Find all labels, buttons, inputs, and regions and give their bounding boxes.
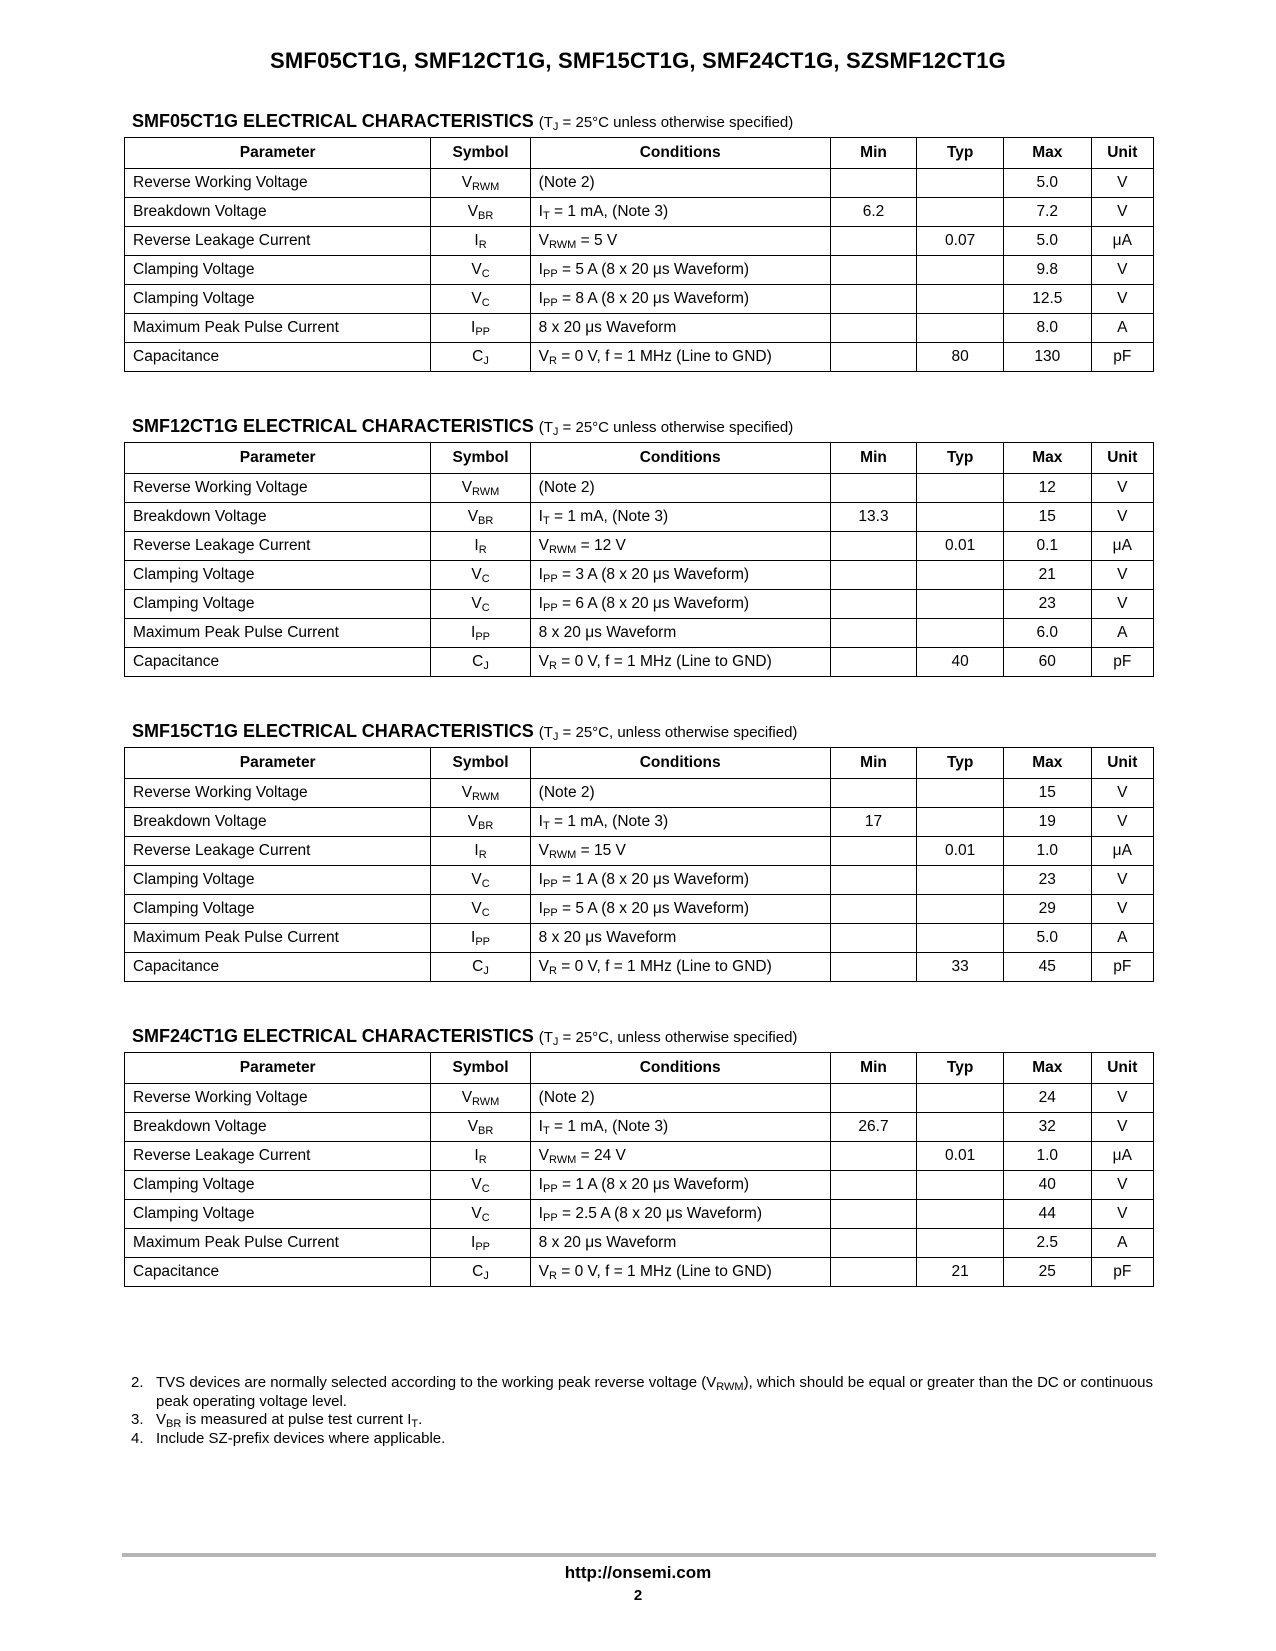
cell-typ — [917, 503, 1004, 532]
characteristics-table — [124, 137, 1154, 372]
cell-min — [830, 866, 917, 895]
cell-max: 21 — [1003, 561, 1091, 590]
cell-unit: pF — [1091, 343, 1153, 372]
cell-max: 5.0 — [1003, 924, 1091, 953]
cell-typ: 33 — [917, 953, 1004, 982]
cell-min: 26.7 — [830, 1113, 917, 1142]
cell-min — [830, 474, 917, 503]
cell-max: 23 — [1003, 590, 1091, 619]
cell-typ — [917, 1171, 1004, 1200]
cell-symbol: $I_{PP}$ — [431, 314, 530, 343]
cell-unit: μA — [1091, 532, 1153, 561]
cell-parameter: Maximum Peak Pulse Current — [125, 1229, 431, 1258]
column-header: Max — [1003, 443, 1091, 474]
table-header-row — [125, 138, 1154, 169]
cell-parameter: Reverse Leakage Current — [125, 1142, 431, 1171]
column-header: Max — [1003, 138, 1091, 169]
cell-conditions: $I_{PP} = 1$ A (8 x 20 μs Waveform) — [530, 866, 830, 895]
section-smf15 — [124, 718, 1154, 982]
cell-symbol: $V_{RWM}$ — [431, 779, 530, 808]
table-row — [125, 895, 1154, 924]
cell-typ: 0.07 — [917, 227, 1004, 256]
cell-min — [830, 532, 917, 561]
cell-symbol: $V_{RWM}$ — [431, 1084, 530, 1113]
cell-typ — [917, 895, 1004, 924]
cell-min — [830, 619, 917, 648]
cell-conditions: (Note 2) — [530, 169, 830, 198]
table-row — [125, 1171, 1154, 1200]
table-row — [125, 866, 1154, 895]
column-header: Max — [1003, 748, 1091, 779]
cell-unit: μA — [1091, 227, 1153, 256]
cell-parameter: Capacitance — [125, 343, 431, 372]
table-row — [125, 1258, 1154, 1287]
table-row — [125, 561, 1154, 590]
table-row — [125, 198, 1154, 227]
cell-min: 17 — [830, 808, 917, 837]
column-header: Unit — [1091, 748, 1153, 779]
cell-min — [830, 837, 917, 866]
cell-unit: V — [1091, 503, 1153, 532]
cell-typ — [917, 779, 1004, 808]
section-smf24 — [124, 1023, 1154, 1287]
cell-max: 6.0 — [1003, 619, 1091, 648]
cell-conditions: (Note 2) — [530, 474, 830, 503]
cell-typ: 0.01 — [917, 532, 1004, 561]
cell-min — [830, 1142, 917, 1171]
cell-min — [830, 924, 917, 953]
column-header: Typ — [917, 138, 1004, 169]
cell-parameter: Reverse Working Voltage — [125, 474, 431, 503]
cell-max: 23 — [1003, 866, 1091, 895]
cell-max: 9.8 — [1003, 256, 1091, 285]
cell-conditions: $V_{RWM} = 24$ V — [530, 1142, 830, 1171]
cell-symbol: $C_J$ — [431, 1258, 530, 1287]
table-row — [125, 1229, 1154, 1258]
cell-parameter: Capacitance — [125, 1258, 431, 1287]
cell-symbol: $V_C$ — [431, 1200, 530, 1229]
column-header: Conditions — [530, 1053, 830, 1084]
cell-min — [830, 1258, 917, 1287]
cell-max: 24 — [1003, 1084, 1091, 1113]
cell-conditions: 8 x 20 μs Waveform — [530, 619, 830, 648]
footer-link[interactable]: http://onsemi.com — [564, 1563, 712, 1582]
table-row — [125, 256, 1154, 285]
cell-conditions: $I_{PP} = 1$ A (8 x 20 μs Waveform) — [530, 1171, 830, 1200]
cell-max: 2.5 — [1003, 1229, 1091, 1258]
cell-parameter: Breakdown Voltage — [125, 1113, 431, 1142]
column-header: Typ — [917, 748, 1004, 779]
cell-parameter: Breakdown Voltage — [125, 198, 431, 227]
cell-typ — [917, 169, 1004, 198]
cell-conditions: $I_{PP} = 5$ A (8 x 20 μs Waveform) — [530, 256, 830, 285]
cell-max: 7.2 — [1003, 198, 1091, 227]
cell-typ — [917, 808, 1004, 837]
cell-symbol: $V_C$ — [431, 590, 530, 619]
column-header: Min — [830, 748, 917, 779]
cell-symbol: $I_{PP}$ — [431, 1229, 530, 1258]
column-header: Typ — [917, 443, 1004, 474]
cell-parameter: Clamping Voltage — [125, 561, 431, 590]
cell-symbol: $V_{RWM}$ — [431, 474, 530, 503]
cell-typ: 0.01 — [917, 837, 1004, 866]
cell-conditions: $I_{PP} = 8$ A (8 x 20 μs Waveform) — [530, 285, 830, 314]
column-header: Typ — [917, 1053, 1004, 1084]
cell-unit: A — [1091, 314, 1153, 343]
characteristics-table — [124, 1052, 1154, 1287]
cell-conditions: 8 x 20 μs Waveform — [530, 924, 830, 953]
cell-conditions: $I_T = 1$ mA, (Note 3) — [530, 198, 830, 227]
table-row — [125, 285, 1154, 314]
cell-unit: V — [1091, 169, 1153, 198]
cell-min: 6.2 — [830, 198, 917, 227]
cell-unit: V — [1091, 590, 1153, 619]
cell-unit: V — [1091, 561, 1153, 590]
table-header-row — [125, 1053, 1154, 1084]
cell-conditions: $I_T = 1$ mA, (Note 3) — [530, 503, 830, 532]
cell-symbol: $C_J$ — [431, 953, 530, 982]
cell-conditions: $I_T = 1$ mA, (Note 3) — [530, 1113, 830, 1142]
characteristics-table — [124, 442, 1154, 677]
cell-max: 40 — [1003, 1171, 1091, 1200]
cell-max: 45 — [1003, 953, 1091, 982]
cell-unit: V — [1091, 285, 1153, 314]
column-header: Conditions — [530, 443, 830, 474]
table-row — [125, 808, 1154, 837]
cell-unit: A — [1091, 1229, 1153, 1258]
cell-min — [830, 953, 917, 982]
column-header: Symbol — [431, 443, 530, 474]
cell-parameter: Maximum Peak Pulse Current — [125, 619, 431, 648]
cell-min — [830, 169, 917, 198]
cell-max: 32 — [1003, 1113, 1091, 1142]
cell-parameter: Clamping Voltage — [125, 1200, 431, 1229]
table-row — [125, 227, 1154, 256]
cell-max: 15 — [1003, 503, 1091, 532]
cell-symbol: $I_{PP}$ — [431, 619, 530, 648]
cell-typ — [917, 474, 1004, 503]
cell-parameter: Maximum Peak Pulse Current — [125, 314, 431, 343]
cell-max: 130 — [1003, 343, 1091, 372]
table-row — [125, 619, 1154, 648]
table-row — [125, 953, 1154, 982]
cell-symbol: $V_C$ — [431, 1171, 530, 1200]
cell-min — [830, 285, 917, 314]
cell-max: 60 — [1003, 648, 1091, 677]
cell-max: 12 — [1003, 474, 1091, 503]
note-3: 3. $V_{BR}$ is measured at pulse test current $I_T$. — [131, 1411, 423, 1430]
cell-symbol: $I_R$ — [431, 227, 530, 256]
note-2: 2. TVS devices are normally selected according to the working peak reverse voltage $(V_{RWM})$, which should be equal or greater than the DC or continuous peak operating voltage level. — [131, 1374, 1153, 1410]
cell-max: 1.0 — [1003, 1142, 1091, 1171]
cell-typ — [917, 1200, 1004, 1229]
cell-unit: V — [1091, 895, 1153, 924]
cell-parameter: Reverse Leakage Current — [125, 532, 431, 561]
cell-min — [830, 1084, 917, 1113]
table-row — [125, 590, 1154, 619]
table-row — [125, 343, 1154, 372]
column-header: Conditions — [530, 138, 830, 169]
cell-typ: 21 — [917, 1258, 1004, 1287]
cell-unit: pF — [1091, 1258, 1153, 1287]
section-title: SMF12CT1G ELECTRICAL CHARACTERISTICS ($T_J = 25^\circ C$ unless otherwise specified) — [132, 416, 794, 438]
cell-unit: A — [1091, 619, 1153, 648]
cell-parameter: Clamping Voltage — [125, 256, 431, 285]
cell-max: 19 — [1003, 808, 1091, 837]
table-row — [125, 924, 1154, 953]
column-header: Unit — [1091, 443, 1153, 474]
cell-parameter: Capacitance — [125, 648, 431, 677]
table-row — [125, 1084, 1154, 1113]
cell-typ — [917, 256, 1004, 285]
column-header: Symbol — [431, 138, 530, 169]
cell-parameter: Capacitance — [125, 953, 431, 982]
cell-conditions: $I_{PP} = 5$ A (8 x 20 μs Waveform) — [530, 895, 830, 924]
cell-symbol: $I_R$ — [431, 1142, 530, 1171]
cell-unit: μA — [1091, 1142, 1153, 1171]
cell-unit: V — [1091, 1084, 1153, 1113]
cell-typ — [917, 314, 1004, 343]
cell-unit: V — [1091, 198, 1153, 227]
column-header: Min — [830, 1053, 917, 1084]
cell-unit: V — [1091, 808, 1153, 837]
cell-max: 44 — [1003, 1200, 1091, 1229]
table-row — [125, 169, 1154, 198]
cell-conditions: $I_{PP} = 2.5$ A (8 x 20 μs Waveform) — [530, 1200, 830, 1229]
cell-max: 0.1 — [1003, 532, 1091, 561]
section-title: SMF15CT1G ELECTRICAL CHARACTERISTICS ($T_J = 25^\circ C$, unless otherwise specified) — [132, 721, 798, 743]
cell-symbol: $V_{BR}$ — [431, 1113, 530, 1142]
column-header: Parameter — [125, 748, 431, 779]
cell-conditions: $V_{RWM} = 12$ V — [530, 532, 830, 561]
cell-conditions: $I_{PP} = 6$ A (8 x 20 μs Waveform) — [530, 590, 830, 619]
cell-parameter: Breakdown Voltage — [125, 503, 431, 532]
section-title: SMF24CT1G ELECTRICAL CHARACTERISTICS ($T_J = 25^\circ C$, unless otherwise specified) — [132, 1026, 798, 1048]
cell-typ: 40 — [917, 648, 1004, 677]
cell-typ — [917, 924, 1004, 953]
cell-parameter: Reverse Leakage Current — [125, 227, 431, 256]
table-row — [125, 1200, 1154, 1229]
cell-min: 13.3 — [830, 503, 917, 532]
cell-symbol: $V_C$ — [431, 895, 530, 924]
cell-min — [830, 1229, 917, 1258]
characteristics-table — [124, 747, 1154, 982]
cell-parameter: Reverse Working Voltage — [125, 1084, 431, 1113]
cell-unit: V — [1091, 779, 1153, 808]
cell-max: 15 — [1003, 779, 1091, 808]
cell-typ — [917, 866, 1004, 895]
cell-symbol: $C_J$ — [431, 343, 530, 372]
footnotes — [131, 1374, 1161, 1448]
column-header: Parameter — [125, 138, 431, 169]
cell-unit: V — [1091, 1113, 1153, 1142]
column-header: Conditions — [530, 748, 830, 779]
cell-typ — [917, 619, 1004, 648]
cell-unit: μA — [1091, 837, 1153, 866]
column-header: Min — [830, 138, 917, 169]
cell-typ — [917, 1084, 1004, 1113]
cell-max: 29 — [1003, 895, 1091, 924]
cell-symbol: $I_R$ — [431, 837, 530, 866]
cell-symbol: $V_C$ — [431, 866, 530, 895]
note-4: 4. Include SZ-prefix devices where applicable. — [131, 1429, 446, 1447]
table-header-row — [125, 748, 1154, 779]
table-row — [125, 314, 1154, 343]
cell-symbol: $V_{BR}$ — [431, 808, 530, 837]
cell-conditions: $V_R = 0$ V, f = 1 MHz (Line to GND) — [530, 1258, 830, 1287]
page-number: 2 — [633, 1587, 643, 1604]
cell-min — [830, 1171, 917, 1200]
column-header: Max — [1003, 1053, 1091, 1084]
table-row — [125, 503, 1154, 532]
cell-parameter: Maximum Peak Pulse Current — [125, 924, 431, 953]
cell-unit: V — [1091, 866, 1153, 895]
cell-min — [830, 227, 917, 256]
cell-conditions: 8 x 20 μs Waveform — [530, 314, 830, 343]
cell-conditions: $I_T = 1$ mA, (Note 3) — [530, 808, 830, 837]
cell-symbol: $V_{BR}$ — [431, 503, 530, 532]
cell-parameter: Clamping Voltage — [125, 285, 431, 314]
cell-min — [830, 590, 917, 619]
cell-unit: A — [1091, 924, 1153, 953]
column-header: Parameter — [125, 1053, 431, 1084]
cell-min — [830, 779, 917, 808]
cell-conditions: (Note 2) — [530, 779, 830, 808]
cell-typ — [917, 590, 1004, 619]
page-title: SMF05CT1G, SMF12CT1G, SMF15CT1G, SMF24CT1G, SZSMF12CT1G — [270, 48, 1006, 73]
cell-unit: pF — [1091, 648, 1153, 677]
cell-min — [830, 314, 917, 343]
cell-parameter: Reverse Working Voltage — [125, 779, 431, 808]
cell-parameter: Clamping Voltage — [125, 895, 431, 924]
cell-typ: 80 — [917, 343, 1004, 372]
cell-unit: V — [1091, 256, 1153, 285]
cell-unit: pF — [1091, 953, 1153, 982]
cell-max: 25 — [1003, 1258, 1091, 1287]
cell-min — [830, 1200, 917, 1229]
cell-symbol: $V_C$ — [431, 256, 530, 285]
column-header: Unit — [1091, 1053, 1153, 1084]
cell-max: 1.0 — [1003, 837, 1091, 866]
cell-symbol: $V_{RWM}$ — [431, 169, 530, 198]
cell-conditions: $V_R = 0$ V, f = 1 MHz (Line to GND) — [530, 343, 830, 372]
cell-symbol: $I_R$ — [431, 532, 530, 561]
cell-unit: V — [1091, 474, 1153, 503]
cell-parameter: Clamping Voltage — [125, 866, 431, 895]
cell-min — [830, 343, 917, 372]
cell-symbol: $I_{PP}$ — [431, 924, 530, 953]
table-row — [125, 1142, 1154, 1171]
cell-max: 12.5 — [1003, 285, 1091, 314]
table-row — [125, 779, 1154, 808]
cell-symbol: $C_J$ — [431, 648, 530, 677]
table-header-row — [125, 443, 1154, 474]
cell-typ — [917, 1113, 1004, 1142]
cell-symbol: $V_C$ — [431, 561, 530, 590]
cell-parameter: Reverse Leakage Current — [125, 837, 431, 866]
cell-min — [830, 561, 917, 590]
cell-unit: V — [1091, 1200, 1153, 1229]
cell-conditions: $V_R = 0$ V, f = 1 MHz (Line to GND) — [530, 648, 830, 677]
cell-conditions: $V_{RWM} = 5$ V — [530, 227, 830, 256]
table-row — [125, 532, 1154, 561]
cell-conditions: $V_{RWM} = 15$ V — [530, 837, 830, 866]
cell-typ — [917, 1229, 1004, 1258]
cell-conditions: 8 x 20 μs Waveform — [530, 1229, 830, 1258]
cell-typ — [917, 561, 1004, 590]
cell-parameter: Reverse Working Voltage — [125, 169, 431, 198]
cell-min — [830, 648, 917, 677]
column-header: Parameter — [125, 443, 431, 474]
cell-typ — [917, 285, 1004, 314]
table-row — [125, 474, 1154, 503]
column-header: Min — [830, 443, 917, 474]
section-smf05 — [124, 108, 1154, 372]
column-header: Symbol — [431, 1053, 530, 1084]
cell-max: 5.0 — [1003, 169, 1091, 198]
cell-min — [830, 256, 917, 285]
column-header: Symbol — [431, 748, 530, 779]
cell-symbol: $V_{BR}$ — [431, 198, 530, 227]
cell-typ: 0.01 — [917, 1142, 1004, 1171]
cell-conditions: (Note 2) — [530, 1084, 830, 1113]
cell-symbol: $V_C$ — [431, 285, 530, 314]
column-header: Unit — [1091, 138, 1153, 169]
cell-parameter: Breakdown Voltage — [125, 808, 431, 837]
table-row — [125, 837, 1154, 866]
cell-unit: V — [1091, 1171, 1153, 1200]
table-row — [125, 1113, 1154, 1142]
section-title: SMF05CT1G ELECTRICAL CHARACTERISTICS ($T_J = 25^\circ C$ unless otherwise specified) — [132, 111, 794, 133]
cell-typ — [917, 198, 1004, 227]
cell-max: 8.0 — [1003, 314, 1091, 343]
section-smf12 — [124, 413, 1154, 677]
cell-parameter: Clamping Voltage — [125, 1171, 431, 1200]
cell-parameter: Clamping Voltage — [125, 590, 431, 619]
cell-conditions: $V_R = 0$ V, f = 1 MHz (Line to GND) — [530, 953, 830, 982]
cell-min — [830, 895, 917, 924]
table-row — [125, 648, 1154, 677]
cell-conditions: $I_{PP} = 3$ A (8 x 20 μs Waveform) — [530, 561, 830, 590]
cell-max: 5.0 — [1003, 227, 1091, 256]
footer-divider — [122, 1553, 1156, 1557]
